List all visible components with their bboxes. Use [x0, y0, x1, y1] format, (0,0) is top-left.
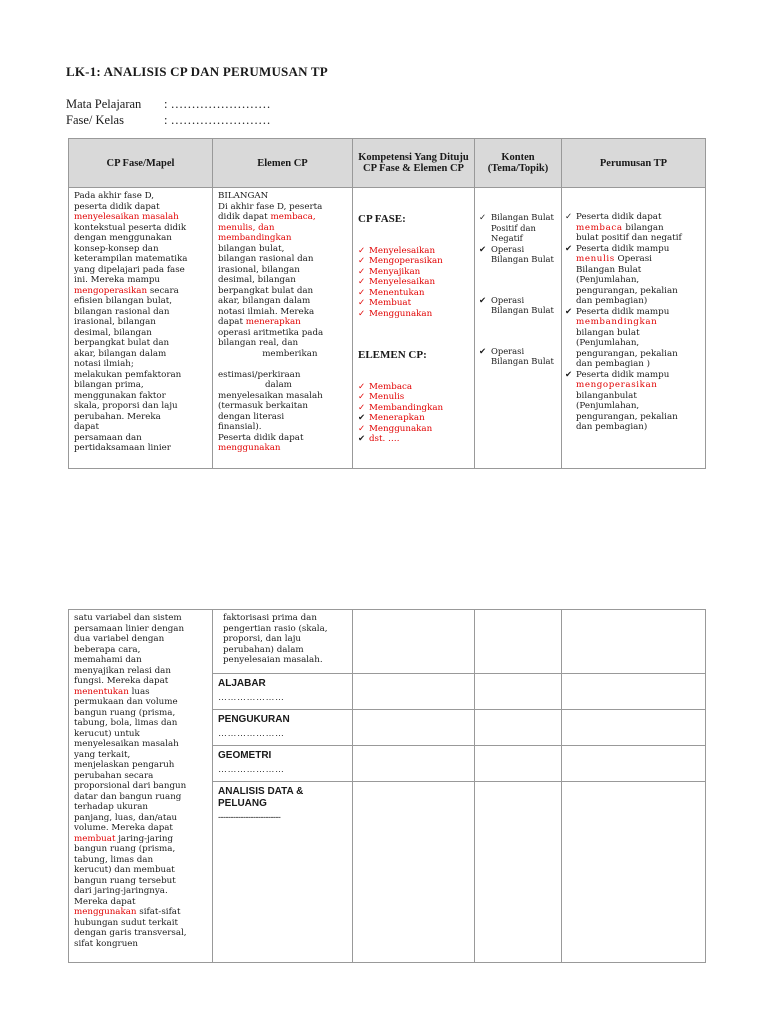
section-title: PENGUKURAN — [218, 714, 290, 726]
perumusan-tp-cell — [562, 188, 706, 469]
verb-label: Membuat — [369, 298, 412, 308]
info-label: Mata Pelajaran — [66, 97, 142, 111]
perumusan-tp-cell — [562, 610, 706, 674]
check-icon: ✔ — [479, 294, 487, 305]
check-icon: ✓ — [358, 266, 366, 277]
check-icon: ✔ — [565, 369, 573, 380]
check-icon: ✓ — [358, 392, 366, 402]
highlighted-keyword: membuat — [74, 833, 116, 844]
tp-item — [565, 212, 701, 244]
info-value: : …………………… — [164, 97, 271, 111]
list-item — [358, 424, 470, 435]
kompetensi-cell — [353, 188, 475, 469]
highlighted-keyword: membandingkan — [576, 317, 658, 327]
highlighted-keyword: menyelesaikan masalah — [74, 212, 179, 222]
check-icon: ✓ — [358, 256, 366, 266]
konten-item — [477, 212, 557, 244]
text-segment: secara efisien bilangan bulat, bilangan rasional dan irasional, bilangan desimal, bilangan berpangkat bulat dan akar, bilangan dalam notasi ilmiah; melakukan pemfaktoran bilangan prima, menggunakan faktor skala, proporsi dan laju perubahan. Mereka dapat persamaan dan pertidaksamaan linier — [74, 285, 182, 453]
check-icon: ✔ — [479, 243, 487, 254]
section-pengukuran — [213, 710, 353, 746]
check-icon: ✓ — [358, 308, 366, 319]
list-item — [358, 382, 470, 393]
text-segment: Operasi Bilangan Bulat (Penjumlahan, pengurangan, pekalian dan pembagian) — [576, 254, 678, 306]
list-item — [358, 256, 470, 267]
section-filler: ………………… — [218, 764, 285, 775]
konten-label: Operasi Bilangan Bulat — [491, 345, 554, 366]
section-title: ALJABAR — [218, 678, 266, 690]
text-segment: Peserta didik mampu — [576, 243, 670, 254]
highlighted-keyword: menerapkan — [245, 317, 301, 327]
highlighted-keyword: menulis — [576, 254, 615, 264]
elemen-cp-text: faktorisasi prima dan pengertian rasio (skala, proporsi, dan laju perubahan) dalam penyelesaian masalah. — [223, 613, 328, 665]
text-segment: operasi aritmetika pada bilangan real, dan memberikan estimasi/perkiraan dalam menyelesaikan masalah (termasuk berkaitan dengan literasi finansial). Peserta didik dapat — [218, 327, 324, 443]
text-segment: BILANGAN Di akhir fase D, peserta didik dapat — [218, 191, 323, 222]
elemen-cp-heading: ELEMEN CP: — [358, 349, 427, 361]
list-item — [358, 392, 470, 403]
table-header-row — [69, 139, 706, 188]
text-segment: Peserta didik mampu — [576, 369, 670, 380]
list-item — [358, 309, 470, 320]
konten-item — [477, 346, 557, 367]
verb-label: Mengoperasikan — [369, 256, 443, 266]
check-icon: ✔ — [479, 345, 487, 356]
konten-list — [477, 212, 557, 367]
check-icon: ✓ — [358, 423, 366, 434]
list-item — [358, 298, 470, 309]
cp-fase-cell — [69, 610, 213, 963]
highlighted-keyword: menentukan — [74, 686, 129, 697]
list-item — [358, 267, 470, 278]
info-block — [66, 96, 271, 128]
analysis-table-page1 — [68, 138, 706, 469]
check-icon: ✓ — [358, 287, 366, 298]
text-segment: luas permukaan dan volume bangun ruang (prisma, tabung, bola, limas dan kerucut) untuk menyelesaikan masalah yang terkait, menjelaskan pengaruh perubahan secara proporsional dari bangun datar dan bangun ruang terhadap ukuran panjang, luas, dan/atau volume. Mereka dapat — [74, 686, 187, 833]
text-segment: bilangan bulat positif dan negatif — [576, 222, 682, 243]
verb-label: Menentukan — [369, 287, 425, 298]
list-item — [358, 288, 470, 299]
list-item — [358, 403, 470, 414]
text-segment: jaring-jaring bangun ruang (prisma, tabung, limas dan kerucut) dan membuat bangun ruang tersebut dari jaring-jaringnya. Mereka dapat — [74, 833, 176, 907]
list-item — [358, 246, 470, 257]
highlighted-keyword: menggunakan — [74, 907, 137, 917]
cp-fase-cell — [69, 188, 213, 469]
section-filler: ------------------------- — [218, 812, 281, 823]
list-item — [358, 277, 470, 288]
text-segment: sifat-sifat hubungan sudut terkait dengan garis transversal, sifat kongruen — [74, 907, 187, 949]
verb-label: dst. …. — [369, 434, 400, 444]
section-geometri — [213, 746, 353, 782]
header-elemen-cp: Elemen CP — [213, 139, 353, 188]
header-cp-fase: CP Fase/Mapel — [69, 139, 213, 188]
header-konten: Konten (Tema/Topik) — [475, 139, 562, 188]
highlighted-keyword: menggunakan — [218, 443, 281, 453]
highlighted-keyword: mengoperasikan — [576, 380, 658, 390]
verb-label: Membaca — [369, 381, 413, 392]
check-icon: ✓ — [358, 298, 366, 308]
verb-label: Membandingkan — [369, 402, 444, 413]
check-icon: ✓ — [358, 402, 366, 413]
elemen-cp-verb-list — [358, 382, 470, 445]
check-icon: ✓ — [358, 277, 366, 287]
section-aljabar — [213, 674, 353, 710]
table-row — [69, 188, 706, 469]
section-filler: ………………… — [218, 728, 285, 739]
text-segment: Peserta didik mampu — [576, 306, 670, 317]
text-segment: bilangan bulat (Penjumlahan, pengurangan, pekalian dan pembagian ) — [576, 327, 678, 369]
check-icon: ✔ — [565, 243, 573, 254]
text-segment: kontekstual peserta didik dengan menggunakan konsep-konsep dan keterampilan matematika yang dipelajari pada fase ini. Mereka mampu — [74, 222, 188, 285]
tp-item — [565, 370, 701, 433]
text-segment: satu variabel dan sistem persamaan linier dengan dua variabel dengan beberapa cara, memahami dan menyajikan relasi dan fungsi. Mereka dapat — [74, 613, 185, 686]
text-segment: Pada akhir fase D, peserta didik dapat — [74, 191, 160, 212]
konten-label: Operasi Bilangan Bulat — [491, 243, 554, 264]
check-icon: ✓ — [565, 212, 573, 222]
info-label: Fase/ Kelas — [66, 113, 124, 127]
header-perumusan-tp: Perumusan TP — [562, 139, 706, 188]
tp-item — [565, 307, 701, 370]
konten-label: Bilangan Bulat Positif dan Negatif — [491, 212, 554, 243]
tp-item — [565, 244, 701, 307]
verb-label: Menyelesaikan — [369, 277, 436, 287]
table-row — [69, 610, 706, 674]
konten-item — [477, 295, 557, 316]
cp-fase-heading: CP FASE: — [358, 213, 406, 225]
text-segment: bilanganbulat (Penjumlahan, pengurangan, pekalian dan pembagian) — [576, 390, 678, 432]
verb-label: Menggunakan — [369, 423, 433, 434]
check-icon: ✓ — [479, 212, 487, 222]
check-icon: ✔ — [565, 306, 573, 317]
list-item — [358, 413, 470, 424]
list-item — [358, 434, 470, 445]
cp-fase-text — [69, 610, 212, 962]
highlighted-keyword: mengoperasikan — [74, 285, 148, 296]
check-icon: ✔ — [358, 413, 366, 423]
section-analisis-data — [213, 782, 353, 963]
section-title: ANALISIS DATA & PELUANG — [218, 786, 304, 810]
verb-label: Menggunakan — [369, 308, 433, 319]
section-filler: ………………… — [218, 692, 285, 703]
header-kompetensi: Kompetensi Yang Dituju CP Fase & Elemen CP — [353, 139, 475, 188]
analysis-table-page2 — [68, 609, 706, 963]
check-icon: ✓ — [358, 245, 366, 256]
verb-label: Menerapkan — [369, 413, 425, 423]
tp-list — [565, 212, 701, 433]
verb-label: Menulis — [369, 392, 405, 402]
konten-cell — [475, 188, 562, 469]
konten-item — [477, 244, 557, 265]
text-segment: bilangan bulat, bilangan rasional dan irasional, bilangan desimal, bilangan berpangkat bulat dan akar, bilangan dalam notasi ilmiah. Mereka dapat — [218, 243, 315, 327]
konten-label: Operasi Bilangan Bulat — [491, 294, 554, 315]
text-segment: Peserta didik dapat — [576, 212, 662, 222]
info-row-fase — [66, 112, 271, 128]
highlighted-keyword: membaca — [576, 222, 623, 233]
elemen-cp-text — [213, 188, 352, 468]
section-title: GEOMETRI — [218, 750, 272, 762]
elemen-cp-cell — [213, 610, 353, 674]
verb-label: Menyajikan — [369, 266, 421, 277]
cp-fase-verb-list — [358, 246, 470, 320]
info-row-mapel — [66, 96, 271, 112]
konten-cell — [475, 610, 562, 674]
elemen-cp-cell — [213, 188, 353, 469]
page-title: LK-1: ANALISIS CP DAN PERUMUSAN TP — [66, 64, 328, 79]
kompetensi-cell — [353, 610, 475, 674]
verb-label: Menyelesaikan — [369, 245, 436, 256]
info-value: : …………………… — [164, 113, 271, 127]
highlighted-keyword: membaca, menulis, dan membandingkan — [218, 212, 316, 243]
cp-fase-text — [69, 188, 212, 468]
check-icon: ✔ — [358, 434, 366, 444]
check-icon: ✓ — [358, 381, 366, 392]
